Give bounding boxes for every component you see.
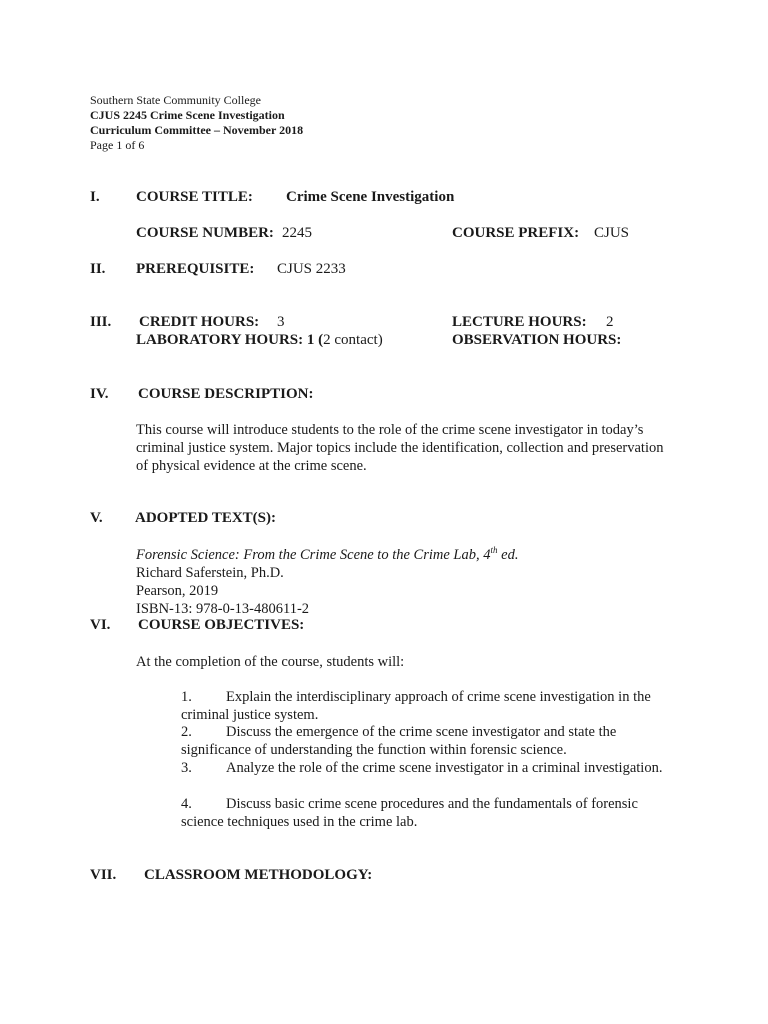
section-5-numeral: V. — [90, 510, 103, 526]
objective-text: Explain the interdisciplinary approach of crime scene investigation in the criminal justice system. — [181, 689, 651, 723]
prerequisite-label: PREREQUISITE: — [136, 261, 255, 277]
objective-text: Discuss basic crime scene procedures and the fundamentals of forensic science techniques used in the crime lab. — [181, 796, 638, 830]
credit-hours-label: CREDIT HOURS: — [139, 314, 260, 330]
section-1-numeral: I. — [90, 189, 100, 205]
course-number-value: 2245 — [282, 225, 312, 241]
objective-number: 3. — [181, 760, 192, 776]
book-isbn: ISBN-13: 978-0-13-480611-2 — [136, 601, 310, 617]
course-number-label: COURSE NUMBER: — [136, 225, 274, 241]
header-course-line: CJUS 2245 Crime Scene Investigation — [90, 108, 285, 122]
book-edition-superscript: th — [490, 545, 498, 556]
book-publisher: Pearson, 2019 — [136, 583, 219, 599]
section-3-numeral: III. — [90, 314, 112, 330]
course-title-value: Crime Scene Investigation — [286, 189, 455, 205]
objective-item — [181, 760, 681, 778]
prerequisite-value: CJUS 2233 — [277, 261, 346, 277]
section-7-numeral: VII. — [90, 867, 117, 883]
section-2-numeral: II. — [90, 261, 106, 277]
credit-hours-value: 3 — [277, 314, 285, 330]
book-title — [136, 546, 518, 564]
lab-hours-value: 2 contact) — [323, 332, 383, 348]
objective-number: 2. — [181, 724, 192, 740]
objective-item — [181, 796, 681, 831]
observation-hours-label: OBSERVATION HOURS: — [452, 332, 622, 348]
objective-text: Discuss the emergence of the crime scene investigator and state the significance of understanding the function within forensic science. — [181, 724, 617, 758]
lecture-hours-value: 2 — [606, 314, 614, 330]
course-description-label: COURSE DESCRIPTION: — [138, 386, 314, 402]
lab-hours-paren: ( — [318, 332, 324, 348]
objectives-intro: At the completion of the course, students will: — [136, 654, 405, 670]
book-title-text: Forensic Science: From the Crime Scene to the Crime Lab, 4 — [136, 547, 491, 563]
objective-item — [181, 724, 681, 759]
section-6-numeral: VI. — [90, 617, 111, 633]
header-college: Southern State Community College — [90, 93, 261, 107]
classroom-methodology-label: CLASSROOM METHODOLOGY: — [144, 867, 373, 883]
objective-item — [181, 689, 681, 724]
course-prefix-value: CJUS — [594, 225, 630, 241]
course-description-text: This course will introduce students to the role of the crime scene investigator in today’s criminal justice system. Major topics include the identification, collection and preservation of physical evidence at the crime scene. — [136, 422, 664, 474]
lecture-hours-label: LECTURE HOURS: — [452, 314, 587, 330]
lab-hours-label: LABORATORY HOURS: 1 — [136, 332, 315, 348]
objective-number: 4. — [181, 796, 192, 812]
book-author: Richard Saferstein, Ph.D. — [136, 565, 284, 581]
adopted-texts-label: ADOPTED TEXT(S): — [135, 510, 276, 526]
section-4-numeral: IV. — [90, 386, 109, 402]
lab-hours-line — [136, 332, 383, 349]
header-committee-line: Curriculum Committee – November 2018 — [90, 123, 304, 137]
objective-number: 1. — [181, 689, 192, 705]
course-objectives-label: COURSE OBJECTIVES: — [138, 617, 305, 633]
book-edition-suffix: ed. — [497, 547, 519, 563]
header-page-number: Page 1 of 6 — [90, 138, 145, 152]
course-prefix-label: COURSE PREFIX: — [452, 225, 580, 241]
objective-text: Analyze the role of the crime scene investigator in a criminal investigation. — [226, 760, 663, 776]
course-title-label: COURSE TITLE: — [136, 189, 253, 205]
